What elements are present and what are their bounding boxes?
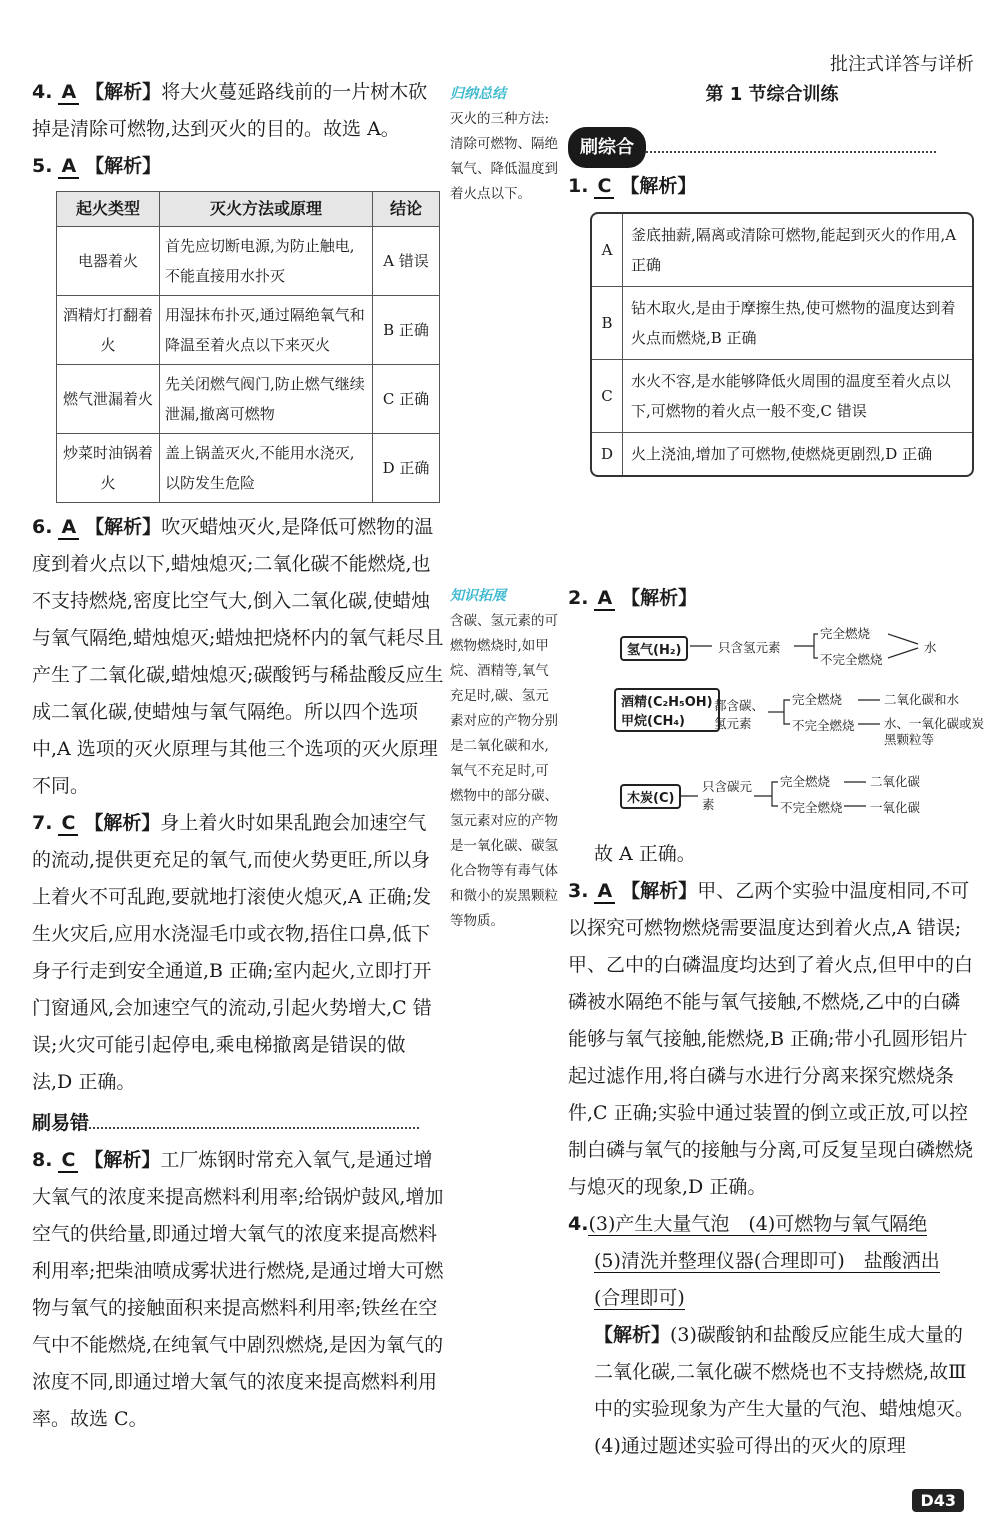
analysis-text: (3)碳酸钠和盐酸反应能生成大量的二氧化碳,二氧化碳不燃烧也不支持燃烧,故Ⅲ中的实验现象为产生大量的气泡、蜡烛熄灭。(4)通过题述实验可得出的灭火的原理 <box>594 1324 975 1457</box>
section-badge: 刷综合 <box>568 127 646 168</box>
note-text: 含碳、氢元素的可燃物燃烧时,如甲烷、酒精等,氧气充足时,碳、氢元素对应的产物分别是二氧化碳和水,氧气不充足时,可燃物中的部分碳、氢元素对应的产物是一氧化碳、碳氢化合物等有毒气体和微小的炭黑颗粒等物质。 <box>450 613 558 929</box>
diagram-label: 水 <box>924 640 937 655</box>
answer-letter: C <box>58 1149 78 1173</box>
table-cell: B 正确 <box>373 296 440 365</box>
table-row <box>57 434 440 503</box>
note-text: 灭火的三种方法:清除可燃物、隔绝氧气、降低温度到着火点以下。 <box>450 111 558 202</box>
row-label: B <box>592 287 623 359</box>
table-row <box>57 296 440 365</box>
answer-letter: C <box>58 812 78 836</box>
diagram-label: 完全燃烧 <box>792 692 843 707</box>
diagram-label: 只含氢元素 <box>718 640 781 655</box>
answer-line-2-row <box>568 1243 976 1280</box>
analysis-text: 工厂炼钢时常充入氧气,是通过增大氧气的浓度来提高燃料利用率;给锅炉鼓风,增加空气的供给量,即通过增大氧气的浓度来提高燃料利用率;把柴油喷成雾状进行燃烧,是通过增大可燃物与氧气的接触面积来提高燃料利用率;铁丝在空气中不能燃烧,在纯氧气中剧烈燃烧,是因为氧气的浓度不同,即通过增大氧气的浓度来提高燃料利用率。故选 C。 <box>32 1149 444 1430</box>
analysis-text: 甲、乙两个实验中温度相同,不可以探究可燃物燃烧需要温度达到着火点,A 错误;甲、乙中的白磷温度均达到了着火点,但甲中的白磷被水隔绝不能与氧气接触,不燃烧,乙中的白磷能够与氧气接触,能燃烧,B 正确;带小孔圆形铝片起过滤作用,将白磷与水进行分离来探究燃烧条件,C 正确;实验中通过装置的倒立或正放,可以控制白磷与氧气的接触与分离,可反复呈现白磷燃烧与熄灭的现象,D 正确。 <box>568 880 974 1198</box>
idiom-analysis-box <box>590 212 974 477</box>
question-8 <box>32 1142 444 1438</box>
box-row <box>592 433 972 475</box>
table-header-row <box>57 192 440 227</box>
section-easy-wrong <box>32 1105 444 1142</box>
row-label: C <box>592 360 623 432</box>
question-number: 1. <box>568 175 589 197</box>
alcohol-label: 酒精(C₂H₅OH) <box>621 695 713 710</box>
diagram-label: 不完全燃烧 <box>792 718 855 733</box>
answer-letter: A <box>58 516 79 540</box>
section-title: 第 1 节综合训练 <box>705 84 839 105</box>
diagram-label: 完全燃烧 <box>820 626 871 641</box>
row-text: 水火不容,是水能够降低火周围的温度至着火点以下,可燃物的着火点一般不变,C 错误 <box>631 372 951 420</box>
combustion-diagram <box>618 620 985 820</box>
table-row <box>57 365 440 434</box>
table-cell: C 正确 <box>373 365 440 434</box>
question-number: 7. <box>32 812 53 834</box>
diagram-label: 只含碳元素 <box>702 779 753 812</box>
analysis-text: 将大火蔓延路线前的一片树木砍掉是清除可燃物,达到灭火的目的。故选 A。 <box>32 81 428 140</box>
side-note-summary <box>450 82 562 207</box>
question-number: 8. <box>32 1149 53 1171</box>
question-number: 6. <box>32 516 53 538</box>
diagram-label: 二氧化碳和水 <box>884 692 960 707</box>
q2-conclusion: 故 A 正确。 <box>594 843 696 865</box>
answer-letter: C <box>594 175 614 199</box>
box-row <box>592 287 972 360</box>
analysis-tag: 【解析】 <box>621 880 698 902</box>
side-note-extension <box>450 584 562 934</box>
table-header: 结论 <box>373 192 440 227</box>
question-number: 5. <box>32 155 53 177</box>
analysis-tag: 【解析】 <box>620 175 697 197</box>
table-header: 灭火方法或原理 <box>160 192 373 227</box>
analysis-text: 身上着火时如果乱跑会加速空气的流动,提供更充足的氧气,而使火势更旺,所以身上着火不可乱跑,要就地打滚使火熄灭,A 正确;发生火灾后,应用水浇湿毛巾或衣物,捂住口鼻,低下身子行走到安全通道,B 正确;室内起火,立即打开门窗通风,会加速空气的流动,引起火势增大,C 错误;火灾可能引起停电,乘电梯撤离是错误的做法,D 正确。 <box>32 812 432 1093</box>
table-cell: 炒菜时油锅着火 <box>57 434 160 503</box>
row-text: 火上浇油,增加了可燃物,使燃烧更剧烈,D 正确 <box>631 445 933 463</box>
answer-line: (合理即可) <box>594 1287 685 1309</box>
analysis-tag: 【解析】 <box>84 1149 161 1171</box>
table-cell: 首先应切断电源,为防止触电,不能直接用水扑灭 <box>160 227 373 296</box>
answer-letter: A <box>58 155 79 179</box>
answer-letter: A <box>594 587 615 611</box>
answer-line: (3)产生大量气泡 (4)可燃物与氧气隔绝 <box>588 1213 928 1235</box>
table-header: 起火类型 <box>57 192 160 227</box>
left-column <box>32 74 444 1438</box>
diagram-label: 一氧化碳 <box>870 800 921 815</box>
box-row <box>592 360 972 433</box>
diagram-label: 完全燃烧 <box>780 774 831 789</box>
diagram-label: 水、一氧化碳或炭黑颗粒等 <box>884 716 985 747</box>
box-row <box>592 214 972 287</box>
diagram-label: 不完全燃烧 <box>820 652 883 667</box>
question-1 <box>568 168 976 205</box>
alcohol-box <box>614 688 720 732</box>
analysis-tag: 【解析】 <box>85 155 162 177</box>
answer-letter: A <box>594 880 615 904</box>
answer-line-3-row <box>568 1280 976 1317</box>
table-cell: 用湿抹布扑灭,通过隔绝氧气和降温至着火点以下来灭火 <box>160 296 373 365</box>
question-number: 4. <box>568 1213 589 1235</box>
analysis-tag: 【解析】 <box>85 81 162 103</box>
page-header: 批注式详答与详析 <box>830 54 974 75</box>
row-text: 钻木取火,是由于摩擦生热,使可燃物的温度达到着火点而燃烧,B 正确 <box>631 299 956 347</box>
section-title: 刷易错 <box>32 1112 90 1134</box>
fire-type-table <box>56 191 440 503</box>
answer-letter: A <box>58 81 79 105</box>
table-cell: A 错误 <box>373 227 440 296</box>
answer-line: (5)清洗并整理仪器(合理即可) 盐酸洒出 <box>594 1250 940 1272</box>
question-5 <box>32 148 444 185</box>
diagram-label: 二氧化碳 <box>870 774 921 789</box>
question-4-right <box>568 1206 976 1243</box>
question-6 <box>32 509 444 805</box>
question-3 <box>568 873 976 1206</box>
charcoal-box: 木炭(C) <box>620 784 681 809</box>
table-cell: 电器着火 <box>57 227 160 296</box>
diagram-label: 不完全燃烧 <box>780 800 843 815</box>
diagram-label: 都含碳、氢元素 <box>714 698 765 731</box>
question-7 <box>32 805 444 1101</box>
question-number: 3. <box>568 880 589 902</box>
analysis-tag: 【解析】 <box>85 516 162 538</box>
analysis-text: 吹灭蜡烛灭火,是降低可燃物的温度到着火点以下,蜡烛熄灭;二氧化碳不能燃烧,也不支持燃烧,密度比空气大,倒入二氧化碳,使蜡烛与氧气隔绝,蜡烛熄灭;蜡烛把烧杯内的氧气耗尽且产生了二氧化碳,蜡烛熄灭;碳酸钙与稀盐酸反应生成二氧化碳,使蜡烛与氧气隔绝。所以四个选项中,A 选项的灭火原理与其他三个选项的灭火原理不同。 <box>32 516 444 797</box>
row-label: A <box>592 214 623 286</box>
section-badge-row <box>568 127 976 168</box>
table-cell: 酒精灯打翻着火 <box>57 296 160 365</box>
row-text: 釜底抽薪,隔离或清除可燃物,能起到灭火的作用,A 正确 <box>631 226 957 274</box>
methane-label: 甲烷(CH₄) <box>621 714 685 729</box>
table-cell: 燃气泄漏着火 <box>57 365 160 434</box>
note-title: 归纳总结 <box>450 86 506 102</box>
row-label: D <box>592 433 623 475</box>
hydrogen-box: 氢气(H₂) <box>620 636 688 661</box>
table-cell: D 正确 <box>373 434 440 503</box>
page-number: D43 <box>912 1489 964 1512</box>
analysis-tag: 【解析】 <box>84 812 161 834</box>
question-2 <box>568 580 976 617</box>
table-row <box>57 227 440 296</box>
dotted-divider <box>89 1127 419 1129</box>
note-title: 知识拓展 <box>450 588 506 604</box>
q4-analysis <box>568 1317 976 1465</box>
table-cell: 盖上锅盖灭火,不能用水浇灭,以防发生危险 <box>160 434 373 503</box>
analysis-tag: 【解析】 <box>594 1324 671 1346</box>
question-number: 4. <box>32 81 53 103</box>
question-number: 2. <box>568 587 589 609</box>
table-cell: 先关闭燃气阀门,防止燃气继续泄漏,撤离可燃物 <box>160 365 373 434</box>
question-4 <box>32 74 444 148</box>
right-column-bottom <box>568 836 976 1465</box>
dotted-divider <box>646 151 936 153</box>
analysis-tag: 【解析】 <box>621 587 698 609</box>
